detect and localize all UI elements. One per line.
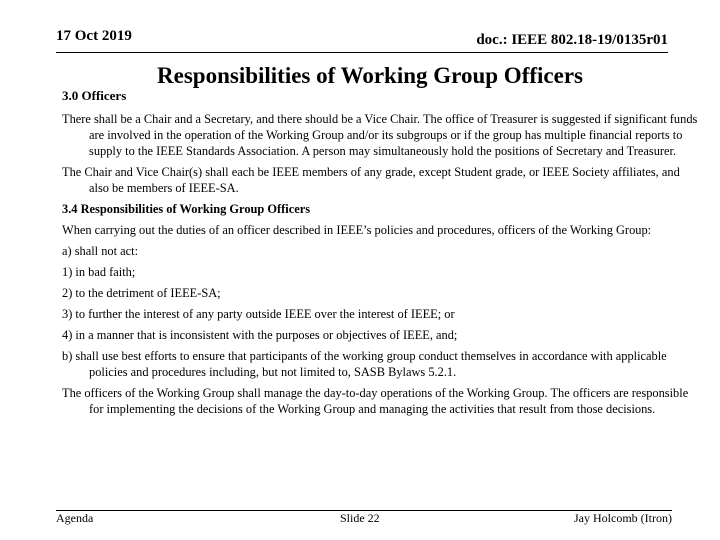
list-item-1: 1) in bad faith;	[62, 265, 136, 279]
footer-slide-number: Slide 22	[340, 511, 380, 525]
list-item-3: 3) to further the interest of any party outside IEEE over the interest of IEEE; or	[62, 307, 455, 321]
paragraph-operations: The officers of the Working Group shall manage the day-to-day operations of the Working Group. The officers are responsible for implementing the decisions of the Working Group and managing the activities that result from those decisions.	[62, 386, 689, 416]
header-doc-id: doc.: IEEE 802.18-19/0135r01	[476, 32, 668, 48]
slide-body	[62, 111, 702, 422]
header-divider	[56, 52, 668, 53]
list-item-2: 2) to the detriment of IEEE-SA;	[62, 286, 221, 300]
section-heading: 3.0 Officers	[62, 88, 127, 103]
slide-title: Responsibilities of Working Group Officers	[157, 63, 583, 88]
list-item-b: b) shall use best efforts to ensure that participants of the working group conduct themselves in accordance with applicable policies and procedures including, but not limited to, SASB Bylaws 5.2.1.	[62, 349, 667, 379]
header-date: 17 Oct 2019	[56, 28, 132, 44]
list-item-a: a) shall not act:	[62, 244, 139, 258]
paragraph-officers: There shall be a Chair and a Secretary, and there should be a Vice Chair. The office of Treasurer is suggested if significant funds are involved in the operation of the Working Group and/or its subgroups or if the group has multiple financial reports to supply to the IEEE Standards Association. A person may simultaneously hold the positions of Secretary and Treasurer.	[62, 112, 698, 158]
footer-left: Agenda	[56, 511, 94, 525]
paragraph-duties: When carrying out the duties of an officer described in IEEE’s policies and procedures, officers of the Working Group:	[62, 223, 652, 237]
subheading-responsibilities: 3.4 Responsibilities of Working Group Officers	[62, 202, 311, 216]
footer-author: Jay Holcomb (Itron)	[574, 511, 672, 525]
list-item-4: 4) in a manner that is inconsistent with the purposes or objectives of IEEE, and;	[62, 328, 458, 342]
paragraph-chair-membership: The Chair and Vice Chair(s) shall each be IEEE members of any grade, except Student grade, or IEEE Society affiliates, and also be members of IEEE-SA.	[62, 165, 680, 195]
